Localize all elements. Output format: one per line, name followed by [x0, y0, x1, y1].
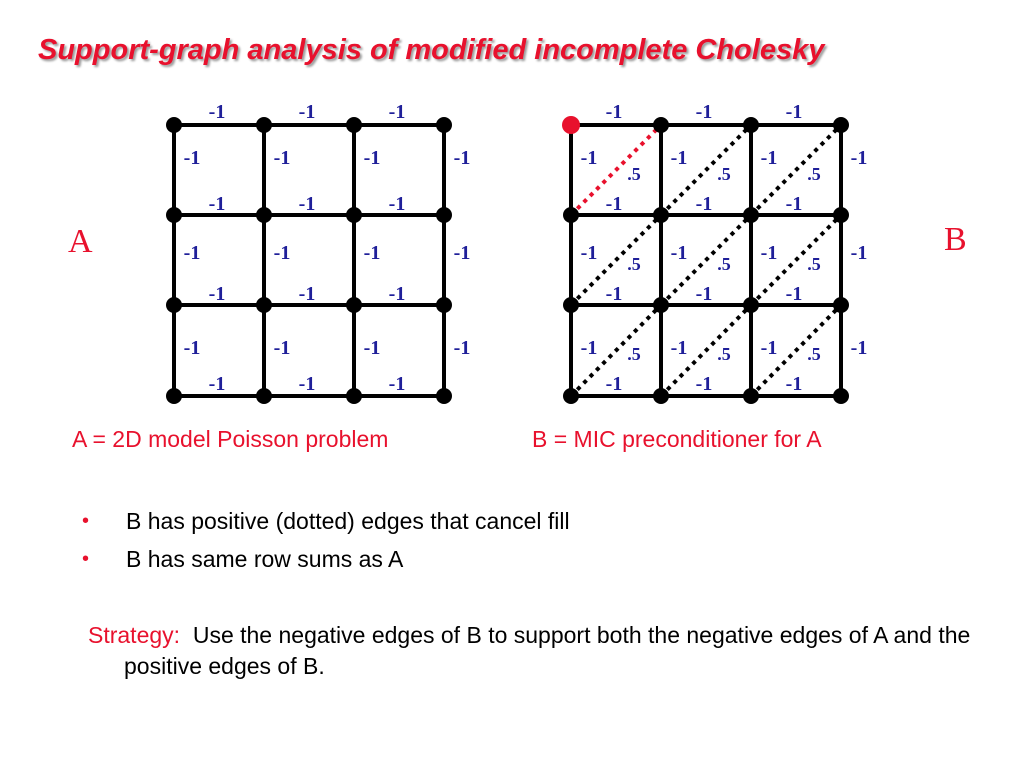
edge-weight-label: -1 [208, 193, 226, 215]
edge-weight-label: -1 [363, 242, 381, 264]
bullet-text: B has positive (dotted) edges that cancel fill [126, 508, 570, 534]
edge-weight-label: -1 [208, 283, 226, 305]
fill-weight-label: .5 [717, 254, 731, 274]
edge-weight-label: -1 [850, 337, 868, 359]
grid-node [743, 207, 759, 223]
grid-node [833, 207, 849, 223]
edge-weight-label: -1 [183, 337, 201, 359]
bullet-icon: • [82, 510, 90, 532]
edge-weight-label: -1 [388, 193, 406, 215]
fill-weight-label: .5 [717, 164, 731, 184]
fill-weight-label: .5 [627, 254, 641, 274]
edge-weight-label: -1 [453, 242, 471, 264]
fill-weight-label: .5 [627, 164, 641, 184]
edge-weight-label: -1 [273, 337, 291, 359]
graph-a-label: A [68, 223, 93, 260]
caption-b: B = MIC preconditioner for A [532, 426, 822, 452]
grid-node [653, 117, 669, 133]
edge-weight-label: -1 [363, 337, 381, 359]
edge-weight-label: -1 [388, 101, 406, 123]
graph-b-label: B [944, 221, 967, 258]
grid-node [256, 207, 272, 223]
edge-weight-label: -1 [580, 242, 598, 264]
grid-node [346, 117, 362, 133]
edge-weight-label: -1 [298, 101, 316, 123]
strategy-label: Strategy: [88, 622, 181, 648]
edge-weight-label: -1 [273, 242, 291, 264]
edge-weight-label: -1 [785, 193, 803, 215]
grid-node [563, 207, 579, 223]
bullet-list [82, 508, 570, 584]
edge-weight-label: -1 [760, 147, 778, 169]
edge-weight-label: -1 [785, 101, 803, 123]
grid-node [833, 117, 849, 133]
bullet-item [82, 508, 570, 546]
grid-node [743, 388, 759, 404]
bullet-icon: • [82, 548, 90, 570]
edge-weight-label: -1 [670, 147, 688, 169]
grid-node [436, 297, 452, 313]
slide-title: Support-graph analysis of modified incomplete Cholesky [38, 34, 825, 66]
edge-weight-label: -1 [388, 373, 406, 395]
edge-weight-label: -1 [850, 242, 868, 264]
grid-node [562, 116, 580, 134]
grid-node [436, 207, 452, 223]
edge-weight-label: -1 [183, 242, 201, 264]
edge-weight-label: -1 [453, 147, 471, 169]
edge-weight-label: -1 [453, 337, 471, 359]
grid-node [743, 117, 759, 133]
grid-node [563, 388, 579, 404]
edge-weight-label: -1 [273, 147, 291, 169]
grid-node [833, 297, 849, 313]
grid-node [166, 388, 182, 404]
edge-weight-label: -1 [760, 242, 778, 264]
fill-weight-label: .5 [627, 344, 641, 364]
edge-weight-label: -1 [580, 147, 598, 169]
fill-weight-label: .5 [717, 344, 731, 364]
edge-weight-label: -1 [695, 193, 713, 215]
edge-weight-label: -1 [670, 242, 688, 264]
bullet-item [82, 546, 570, 584]
grid-node [653, 207, 669, 223]
grid-node [653, 297, 669, 313]
grid-node [653, 388, 669, 404]
caption-a: A = 2D model Poisson problem [72, 426, 389, 452]
grid-node [166, 117, 182, 133]
grid-node [563, 297, 579, 313]
edge-weight-label: -1 [605, 373, 623, 395]
strategy-paragraph [88, 620, 1004, 682]
grid-node [166, 207, 182, 223]
edge-weight-label: -1 [695, 101, 713, 123]
edge-weight-label: -1 [298, 373, 316, 395]
edge-weight-label: -1 [363, 147, 381, 169]
edge-weight-label: -1 [785, 283, 803, 305]
fill-weight-label: .5 [807, 164, 821, 184]
grid-node [166, 297, 182, 313]
edge-weight-label: -1 [695, 373, 713, 395]
grid-node [256, 117, 272, 133]
grid-node [833, 388, 849, 404]
grid-node [346, 388, 362, 404]
bullet-text: B has same row sums as A [126, 546, 404, 572]
edge-weight-label: -1 [298, 283, 316, 305]
edge-weight-label: -1 [580, 337, 598, 359]
grid-node [436, 388, 452, 404]
edge-weight-label: -1 [670, 337, 688, 359]
grid-node [436, 117, 452, 133]
edge-weight-label: -1 [183, 147, 201, 169]
edge-weight-label: -1 [605, 193, 623, 215]
edge-weight-label: -1 [298, 193, 316, 215]
grid-node [256, 297, 272, 313]
edge-weight-label: -1 [605, 283, 623, 305]
grid-node [346, 297, 362, 313]
grid-node [346, 207, 362, 223]
edge-weight-label: -1 [388, 283, 406, 305]
edge-weight-label: -1 [208, 373, 226, 395]
strategy-text: Use the negative edges of B to support both the negative edges of A and the positive edges of B. [124, 622, 971, 679]
grid-node [743, 297, 759, 313]
fill-weight-label: .5 [807, 254, 821, 274]
fill-weight-label: .5 [807, 344, 821, 364]
edge-weight-label: -1 [785, 373, 803, 395]
edge-weight-label: -1 [605, 101, 623, 123]
grid-node [256, 388, 272, 404]
edge-weight-label: -1 [850, 147, 868, 169]
edge-weight-label: -1 [695, 283, 713, 305]
edge-weight-label: -1 [208, 101, 226, 123]
edge-weight-label: -1 [760, 337, 778, 359]
